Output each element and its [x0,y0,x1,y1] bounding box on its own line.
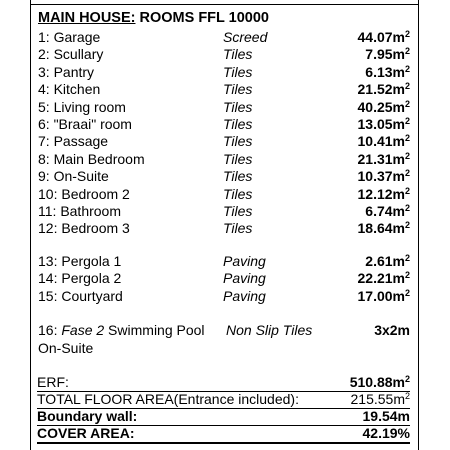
title-prefix: MAIN HOUSE: [38,10,136,26]
room-label: 8: Main Bedroom [38,150,145,167]
room-label: 4: Kitchen [38,81,101,98]
room-finish: Tiles [223,133,253,150]
room-row [31,46,418,63]
pool-label [38,322,205,339]
room-finish: Tiles [223,220,253,237]
room-area [358,186,411,203]
room-area-unit-sup: 2 [404,133,410,144]
room-label: 12: Bedroom 3 [38,220,130,237]
room-area-value: 21.52m [357,81,405,98]
room-finish: Paving [223,287,266,304]
room-area-unit-sup: 2 [404,220,410,231]
room-row [31,116,418,133]
total-floor-area-row [37,391,410,408]
room-area-value: 18.64m [357,220,405,237]
room-area-unit-sup: 2 [404,287,410,298]
title-rest: ROOMS FFL 10000 [135,10,269,26]
pool-name: Swimming Pool [104,322,205,338]
room-label: 2: Scullary [38,46,104,63]
room-area-value: 40.25m [357,98,405,115]
room-label: 1: Garage [38,29,101,45]
room-area [358,99,411,116]
room-label: 6: "Braai" room [38,116,132,132]
room-label: 7: Passage [38,133,109,150]
room-label: 10: Bedroom 2 [38,185,130,202]
room-area-value: 12.12m [357,185,405,202]
room-area [365,46,410,63]
room-area-value: 7.95m [365,46,405,63]
cover-rule [37,442,410,444]
room-area-unit-sup: 2 [404,270,410,281]
room-finish: Tiles [223,116,253,132]
room-area-value: 13.05m [357,116,405,132]
room-area-unit-sup: 2 [404,150,410,161]
room-row [31,81,418,98]
room-area [358,116,411,133]
room-area [358,29,411,46]
room-area [358,81,411,98]
room-finish: Tiles [223,203,253,219]
room-area-unit-sup: 2 [404,116,410,126]
room-label: 15: Courtyard [38,287,123,304]
room-area-unit-sup: 2 [404,29,410,39]
room-area-unit-sup: 2 [404,253,410,263]
room-area-unit-sup: 2 [404,168,410,179]
room-area-value: 6.13m [365,63,405,80]
room-finish: Tiles [223,98,253,115]
room-area-unit-sup: 2 [404,203,410,213]
room-area [358,168,411,185]
top-rule [31,4,418,5]
room-area [358,151,411,168]
erf-value-text: 510.88m [349,374,405,390]
room-area-value: 10.41m [357,133,405,150]
room-row [31,99,418,116]
room-area-value: 21.31m [357,150,405,167]
boundary-wall-value: 19.54m [362,408,410,424]
room-schedule [30,0,419,450]
room-finish: Tiles [223,150,253,167]
room-area [365,64,410,81]
room-row [31,288,418,305]
room-row [31,253,418,270]
schedule-title [38,10,269,26]
boundary-wall-row [37,408,410,425]
room-area-unit-sup: 2 [404,98,410,109]
pool-finish: Non Slip Tiles [226,322,313,338]
room-row [31,186,418,203]
room-area [358,220,411,237]
room-finish: Tiles [223,46,253,63]
room-label: 14: Pergola 2 [38,270,122,287]
erf-label: ERF: [37,374,69,390]
room-label: 5: Living room [38,98,126,115]
pool-row [31,322,418,339]
room-row [31,168,418,185]
room-label: 11: Bathroom [38,203,122,219]
pool-phase: Fase 2 [61,322,105,338]
erf-value [350,374,410,391]
room-area-unit-sup: 2 [404,81,410,92]
room-area [358,288,411,305]
room-area-value: 22.21m [357,270,405,287]
total-floor-area-label: TOTAL FLOOR AREA(Entrance included): [37,391,299,407]
room-label: 9: On-Suite [38,168,109,185]
tfa-unit-sup: 2 [404,391,410,401]
room-row [31,203,418,220]
room-finish: Tiles [223,185,253,202]
room-row [31,133,418,150]
room-finish: Tiles [223,81,253,98]
erf-row [37,374,410,391]
room-finish: Paving [223,270,266,287]
room-area-unit-sup: 2 [404,63,410,74]
room-area-value: 6.74m [365,203,405,219]
room-finish: Tiles [223,63,253,80]
room-area-value: 17.00m [357,287,405,304]
room-row [31,64,418,81]
boundary-wall-label: Boundary wall: [37,408,138,424]
room-row [31,151,418,168]
room-row [31,29,418,46]
room-area-value: 44.07m [357,29,405,45]
room-row [31,270,418,287]
tfa-value-text: 215.55m [350,391,405,407]
room-finish: Tiles [223,168,253,185]
erf-unit-sup: 2 [404,374,410,384]
room-area [358,270,411,287]
room-area [365,253,410,270]
room-area [365,203,410,220]
pool-number: 16: [38,322,62,338]
room-label: 13: Pergola 1 [38,253,122,269]
room-finish: Paving [223,253,266,269]
cover-area-row [37,425,410,442]
cover-area-label: COVER AREA: [37,425,135,441]
pool-sub-label: On-Suite [38,340,94,356]
room-area-unit-sup: 2 [404,46,410,57]
cover-area-value: 42.19% [362,425,410,441]
room-label: 3: Pantry [38,63,95,80]
room-area-value: 10.37m [357,168,405,185]
room-finish: Screed [223,29,268,45]
room-area-unit-sup: 2 [404,185,410,196]
room-area-value: 2.61m [365,253,405,269]
room-area [358,133,411,150]
total-floor-area-value [351,391,411,408]
pool-size: 3x2m [374,322,410,338]
room-row [31,220,418,237]
